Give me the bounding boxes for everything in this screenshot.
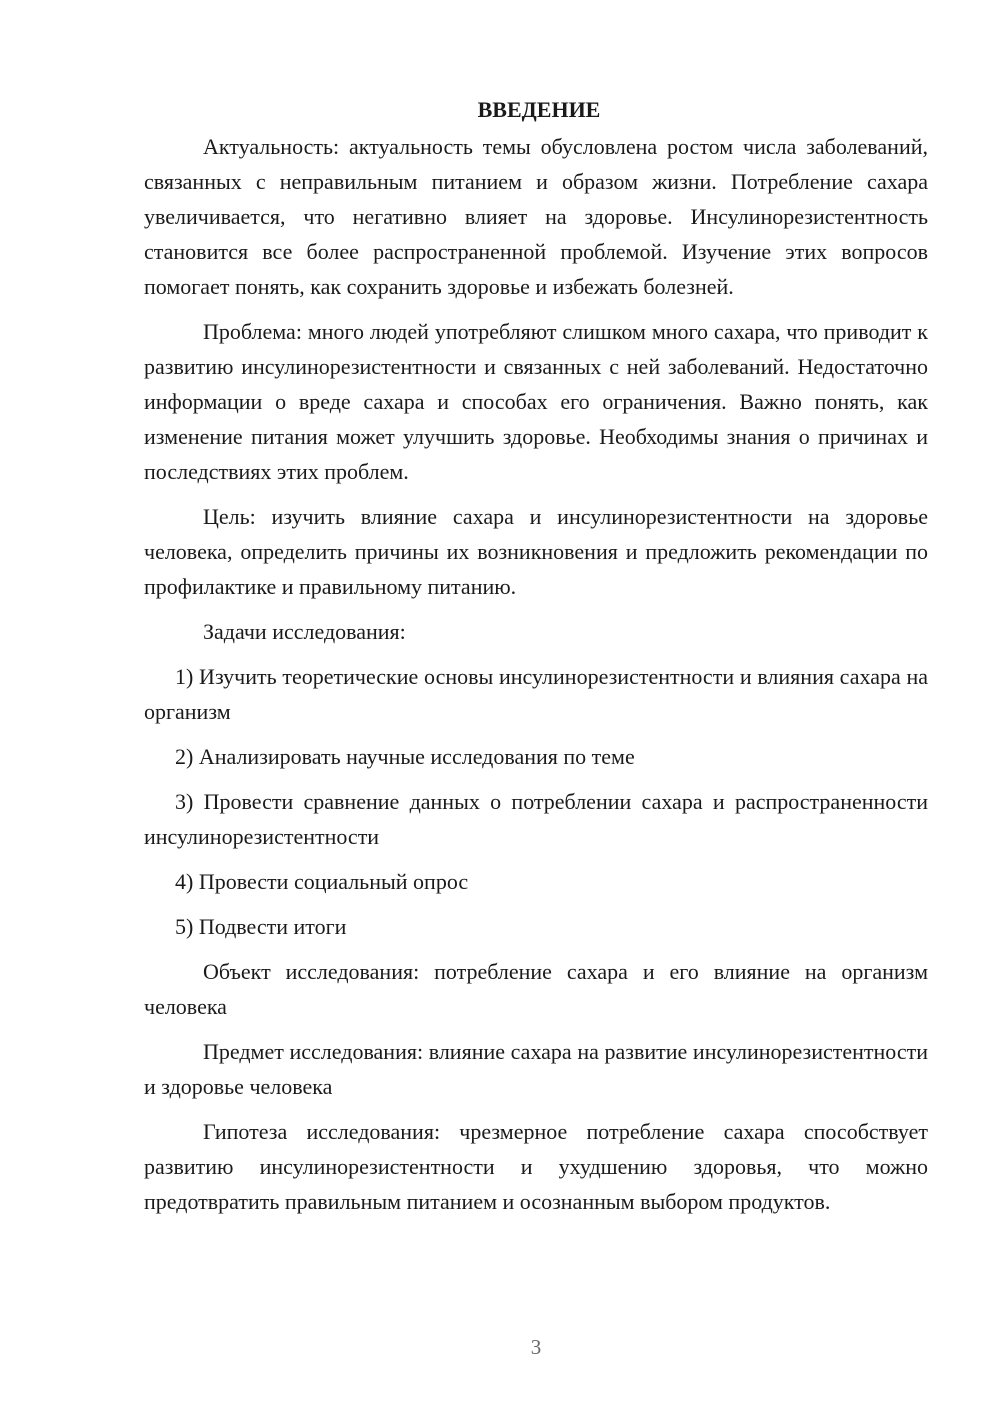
object-paragraph: Объект исследования: потребление сахара и его влияние на организм человека (144, 959, 928, 1019)
hypothesis-paragraph: Гипотеза исследования: чрезмерное потребление сахара способствует развитию инсулинорезистентности и ухудшению здоровья, что можно предотвратить правильным питанием и осознанным выбором продуктов. (144, 1119, 928, 1214)
subject-paragraph: Предмет исследования: влияние сахара на развитие инсулинорезистентности и здоровье человека (144, 1039, 928, 1099)
document-page (144, 92, 928, 1229)
page-number: 3 (530, 1335, 542, 1359)
problem-paragraph: Проблема: много людей употребляют слишком много сахара, что приводит к развитию инсулинорезистентности и связанных с ней заболеваний. Недостаточно информации о вреде сахара и способах его ограничения. Важно понять, как изменение питания может улучшить здоровье. Необходимы знания о причинах и последствиях этих проблем. (144, 319, 928, 484)
list-item: 5) Подвести итоги (175, 914, 347, 939)
list-item: 1) Изучить теоретические основы инсулинорезистентности и влияния сахара на организм (144, 664, 928, 724)
list-item: 4) Провести социальный опрос (175, 869, 469, 894)
list-item: 3) Провести сравнение данных о потреблении сахара и распространенности инсулинорезистентности (144, 789, 928, 849)
tasks-heading: Задачи исследования: (203, 619, 406, 644)
goal-paragraph: Цель: изучить влияние сахара и инсулинорезистентности на здоровье человека, определить причины их возникновения и предложить рекомендации по профилактике и правильному питанию. (144, 504, 928, 599)
relevance-paragraph: Актуальность: актуальность темы обусловлена ростом числа заболеваний, связанных с неправильным питанием и образом жизни. Потребление сахара увеличивается, что негативно влияет на здоровье. Инсулинорезистентность становится все более распространенной проблемой. Изучение этих вопросов помогает понять, как сохранить здоровье и избежать болезней. (144, 134, 928, 299)
page-title: ВВЕДЕНИЕ (477, 97, 601, 122)
list-item: 2) Анализировать научные исследования по теме (175, 744, 635, 769)
tasks-list (144, 659, 928, 944)
